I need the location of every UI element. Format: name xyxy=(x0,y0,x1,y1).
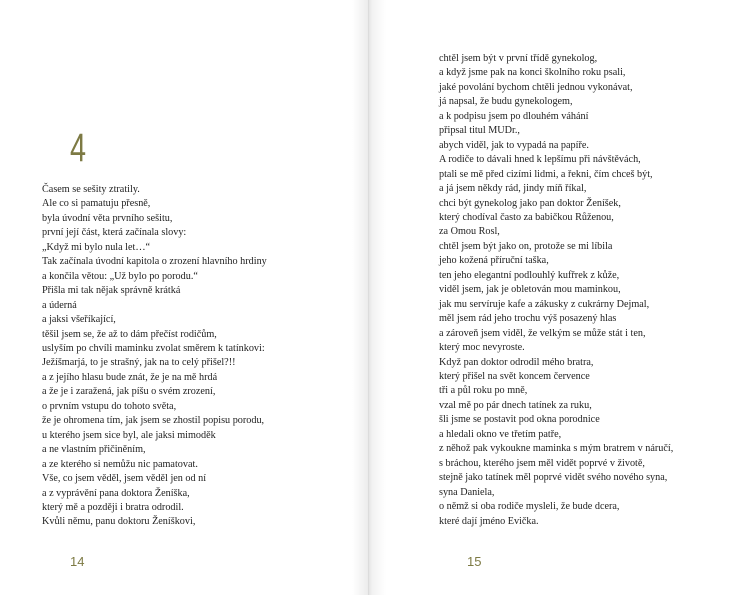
text-line: z něhož pak vykoukne maminka s mým bratrem v náručí, xyxy=(439,443,674,455)
right-page-text xyxy=(439,52,673,529)
text-line: já napsal, že budu gynekologem, xyxy=(439,96,573,108)
text-line: že je ohromena tím, jak jsem se zhostil popisu porodu, xyxy=(42,415,265,427)
text-line: byla úvodní věta prvního sešitu, xyxy=(42,212,173,224)
text-line: vzal mě po pár dnech tatínek za ruku, xyxy=(439,399,592,411)
left-page xyxy=(0,0,368,595)
text-line: a hledali okno ve třetím patře, xyxy=(439,428,562,440)
text-line: a když jsme pak na konci školního roku psali, xyxy=(439,67,626,79)
text-line: Když pan doktor odrodil mého bratra, xyxy=(439,356,594,368)
text-line: „Když mi bylo nula let…“ xyxy=(42,241,151,253)
text-line: jeho kožená příruční taška, xyxy=(439,255,549,267)
text-line: chtěl jsem být jako on, protože se mi líbila xyxy=(439,240,613,252)
text-line: který mě a později i bratra odrodil. xyxy=(42,501,184,513)
text-line: chci být gynekolog jako pan doktor Ženíšek, xyxy=(439,197,621,209)
text-line: syna Daniela, xyxy=(439,486,495,498)
text-line: za Omou Rosl, xyxy=(439,226,500,238)
text-line: a úderná xyxy=(42,299,77,311)
text-line: o prvním vstupu do tohoto světa, xyxy=(42,400,177,412)
chapter-number: 4 xyxy=(70,126,87,170)
text-line: chtěl jsem být v první třídě gynekolog, xyxy=(439,53,598,64)
text-line: a z jejího hlasu bude znát, že je na mě hrdá xyxy=(42,371,218,383)
text-line: uslyším po chvíli maminku zvolat směrem k tatínkovi: xyxy=(42,342,265,354)
right-page xyxy=(369,0,737,595)
text-line: těšil jsem se, že až to dám přečíst rodičům, xyxy=(42,328,217,340)
text-line: u kterého jsem sice byl, ale jaksi mimoděk xyxy=(42,429,216,441)
text-line: který moc nevyroste. xyxy=(439,342,525,354)
text-line: Přišla mi tak nějak správně krátká xyxy=(42,285,181,297)
text-line: abych viděl, jak to vypadá na papíře. xyxy=(439,139,589,151)
text-line: Ale co si pamatuju přesně, xyxy=(42,198,151,210)
text-line: a ze kterého si nemůžu nic pamatovat. xyxy=(42,458,198,470)
text-line: které dají jméno Evička. xyxy=(439,515,539,527)
text-line: A rodiče to dávali hned k lepšímu při návštěvách, xyxy=(439,154,641,166)
text-line: Vše, co jsem věděl, jsem věděl jen od ní xyxy=(42,473,207,485)
text-line: ten jeho elegantní podlouhlý kufřrek z kůže, xyxy=(439,269,620,281)
text-line: viděl jsem, jak je obletován mou maminkou, xyxy=(439,284,621,296)
left-page-text xyxy=(42,183,267,530)
text-line: a jaksi všeříkající, xyxy=(42,314,116,326)
text-line: a zároveň jsem viděl, že velkým se může stát i ten, xyxy=(439,327,646,339)
text-line: který přišel na svět koncem července xyxy=(439,370,590,382)
text-line: a že je i zaražená, jak píšu o svém zrození, xyxy=(42,386,216,398)
text-line: a k podpisu jsem po dlouhém váhání xyxy=(439,110,589,122)
text-line: a končila větou: „Už bylo po porodu.“ xyxy=(42,270,198,282)
text-line: ptali se mě před cizími lidmi, a řekni, čím chceš být, xyxy=(439,168,653,180)
text-line: jaké povolání bychom chtěli jednou vykonávat, xyxy=(439,81,633,93)
text-line: a já jsem někdy rád, jindy míň říkal, xyxy=(439,183,587,195)
text-line: měl jsem rád jeho trochu výš posazený hlas xyxy=(439,313,617,325)
text-line: stejně jako tatínek měl poprvé vidět svého nového syna, xyxy=(439,472,668,484)
text-line: šli jsme se postavit pod okna porodnice xyxy=(439,414,600,426)
text-line: o němž si oba rodiče mysleli, že bude dcera, xyxy=(439,501,620,513)
text-line: Časem se sešity ztratily. xyxy=(42,184,140,195)
text-line: připsal titul MUDr., xyxy=(439,125,520,137)
text-line: Tak začínala úvodní kapitola o zrození hlavního hrdiny xyxy=(42,256,267,268)
text-line: a z vyprávění pana doktora Ženíška, xyxy=(42,487,190,499)
page-number-left: 14 xyxy=(70,554,85,569)
text-line: Kvůli němu, panu doktoru Ženíškovi, xyxy=(42,516,196,528)
text-line: první její část, která začínala slovy: xyxy=(42,227,187,239)
text-line: tři a půl roku po mně, xyxy=(439,385,528,397)
text-line: jak mu servíruje kafe a zákusky z cukrárny Dejmal, xyxy=(439,298,650,310)
text-line: a ne vlastním přičiněním, xyxy=(42,444,146,456)
page-number-right: 15 xyxy=(467,554,482,569)
text-line: který chodíval často za babičkou Růženou, xyxy=(439,211,614,223)
text-line: Ježíšmarjá, to je strašný, jak na to celý přišel?!! xyxy=(42,357,236,369)
text-line: s bráchou, kterého jsem měl vidět poprvé v životě, xyxy=(439,457,645,469)
